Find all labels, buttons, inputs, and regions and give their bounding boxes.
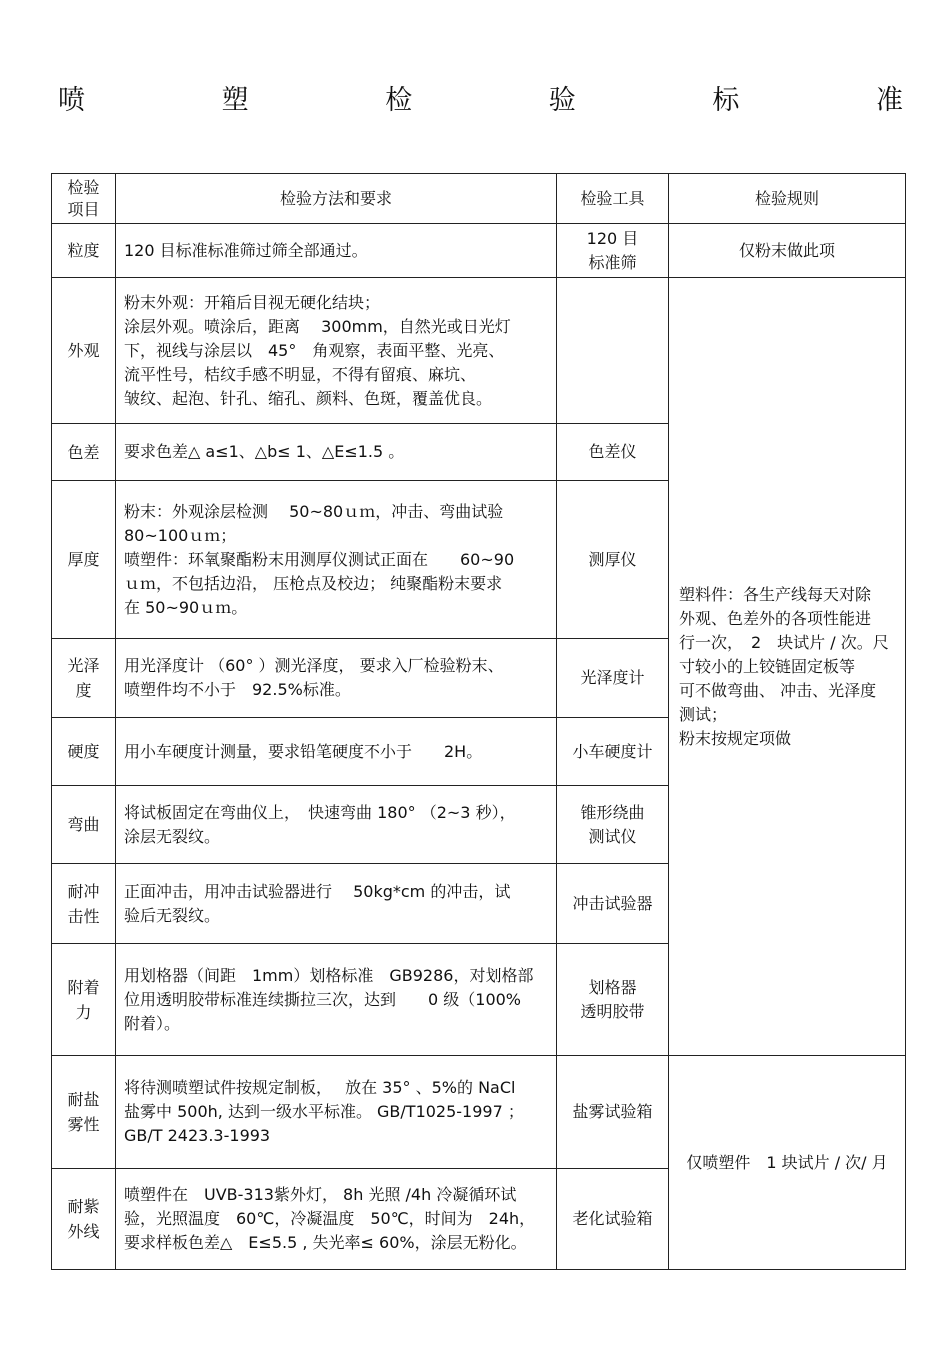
item-cell: 弯曲 — [52, 786, 116, 864]
document-title — [58, 78, 903, 117]
method-cell: 正面冲击，用冲击试验器进行 50kg*cm 的冲击，试 验后无裂纹。 — [116, 864, 557, 944]
method-cell: 要求色差△ a≤1、△b≤ 1、△E≤1.5 。 — [116, 424, 557, 481]
header-rule: 检验规则 — [669, 174, 906, 224]
tool-cell: 小车硬度计 — [557, 718, 669, 786]
header-tool: 检验工具 — [557, 174, 669, 224]
rule-cell-merged: 塑料件：各生产线每天对除 外观、色差外的各项性能进 行一次， 2 块试片 / 次。尺 寸较小的上铰链固定板等 可不做弯曲、 冲击、光泽度 测试； 粉末按规定项做 — [669, 278, 906, 1056]
tool-cell: 冲击试验器 — [557, 864, 669, 944]
tool-cell: 老化试验箱 — [557, 1169, 669, 1270]
inspection-table — [51, 173, 906, 1270]
method-cell: 用划格器（间距 1mm）划格标准 GB9286，对划格部 位用透明胶带标准连续撕拉三次，达到 0 级（100% 附着）。 — [116, 944, 557, 1056]
method-cell: 粉末外观：开箱后目视无硬化结块； 涂层外观。喷涂后，距离 300mm，自然光或日光灯 下，视线与涂层以 45° 角观察，表面平整、光亮、 流平性号，桔纹手感不明显，不得有留痕、麻坑、 皱纹、起泡、针孔、缩孔、颜料、色斑，覆盖优良。 — [116, 278, 557, 424]
item-cell: 粒度 — [52, 224, 116, 278]
title-char: 标 — [712, 85, 740, 116]
method-cell: 用小车硬度计测量，要求铅笔硬度不小于 2H。 — [116, 718, 557, 786]
item-cell: 厚度 — [52, 481, 116, 639]
item-cell: 附着 力 — [52, 944, 116, 1056]
method-cell: 喷塑件在 UVB-313紫外灯， 8h 光照 /4h 冷凝循环试 验，光照温度 60℃，冷凝温度 50℃，时间为 24h， 要求样板色差△ E≤5.5 , 失光率≤ 60%，涂层无粉化。 — [116, 1169, 557, 1270]
header-item: 检验 项目 — [52, 174, 116, 224]
tool-cell: 色差仪 — [557, 424, 669, 481]
method-cell: 粉末：外观涂层检测 50~80ｕｍ，冲击、弯曲试验 80~100ｕｍ； 喷塑件：环氧聚酯粉末用测厚仪测试正面在 60~90 ｕｍ，不包括边沿， 压枪点及校边； 纯聚酯粉末要求 在 50~90ｕｍ。 — [116, 481, 557, 639]
method-cell: 将试板固定在弯曲仪上， 快速弯曲 180° （2~3 秒）， 涂层无裂纹。 — [116, 786, 557, 864]
table-row — [52, 1056, 906, 1169]
table-row — [52, 224, 906, 278]
tool-cell: 测厚仪 — [557, 481, 669, 639]
table-row — [52, 278, 906, 424]
tool-cell: 锥形绕曲 测试仪 — [557, 786, 669, 864]
tool-cell: 划格器 透明胶带 — [557, 944, 669, 1056]
header-method: 检验方法和要求 — [116, 174, 557, 224]
title-char: 喷 — [58, 85, 85, 116]
method-cell: 用光泽度计 （60° ）测光泽度， 要求入厂检验粉末、 喷塑件均不小于 92.5%标准。 — [116, 639, 557, 718]
method-cell: 120 目标准标准筛过筛全部通过。 — [116, 224, 557, 278]
item-cell: 光泽 度 — [52, 639, 116, 718]
tool-cell: 光泽度计 — [557, 639, 669, 718]
method-cell: 将待测喷塑试件按规定制板， 放在 35° 、5%的 NaCl 盐雾中 500h, 达到一级水平标准。 GB/T1025-1997 ； GB/T 2423.3-1993 — [116, 1056, 557, 1169]
header-row — [52, 174, 906, 224]
item-cell: 耐冲 击性 — [52, 864, 116, 944]
title-char: 准 — [875, 85, 903, 116]
title-char: 塑 — [221, 85, 249, 116]
item-cell: 色差 — [52, 424, 116, 481]
item-cell: 硬度 — [52, 718, 116, 786]
item-cell: 耐紫 外线 — [52, 1169, 116, 1270]
item-cell: 耐盐 雾性 — [52, 1056, 116, 1169]
tool-cell: 120 目 标准筛 — [557, 224, 669, 278]
tool-cell: 盐雾试验箱 — [557, 1056, 669, 1169]
item-cell: 外观 — [52, 278, 116, 424]
rule-cell: 仅粉末做此项 — [669, 224, 906, 278]
title-char: 验 — [548, 85, 576, 116]
rule-cell-merged: 仅喷塑件 1 块试片 / 次/ 月 — [669, 1056, 906, 1270]
tool-cell — [557, 278, 669, 424]
title-char: 检 — [385, 85, 413, 116]
